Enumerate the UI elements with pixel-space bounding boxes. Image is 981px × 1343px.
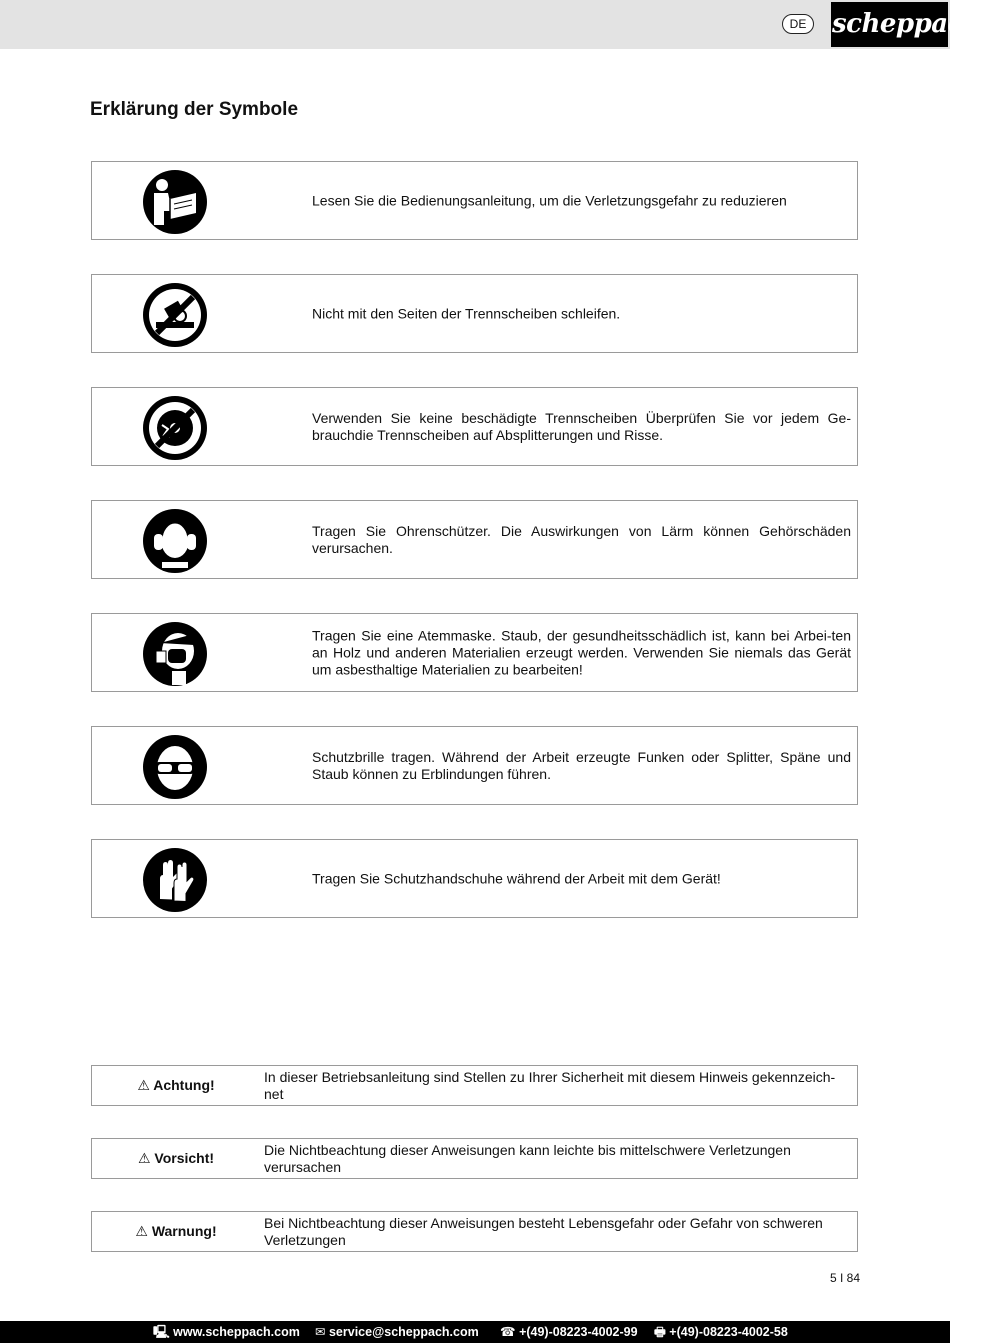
notice-row-achtung	[91, 1065, 858, 1106]
symbol-description: Tragen Sie eine Atemmaske. Staub, der gesundheitsschädlich ist, kann bei Arbei-ten an Holz und anderen Materialien erzeugt werden. Verwenden Sie niemals das Gerät um asbesthaltige Materialien zu bearbeiten!	[312, 627, 851, 677]
symbol-row-no-damaged-disc	[91, 387, 858, 466]
footer-website[interactable]: 🖳 www.scheppach.com	[153, 1325, 300, 1339]
language-badge: DE	[782, 14, 814, 34]
notice-label: ⚠ Vorsicht!	[137, 1150, 215, 1166]
symbol-row-read-manual	[91, 161, 858, 240]
ear-protection-icon	[142, 508, 208, 574]
fax-icon: 🖶	[654, 1325, 666, 1339]
protective-gloves-icon	[142, 847, 208, 913]
notice-text: Bei Nichtbeachtung dieser Anweisungen besteht Lebensgefahr oder Gefahr von schweren Verletzungen	[264, 1215, 823, 1248]
page-title: Erklärung der Symbole	[90, 99, 299, 120]
phone-icon: ☎	[500, 1325, 516, 1339]
footer-email[interactable]: ✉ service@scheppach.com	[315, 1325, 479, 1339]
notice-label: ⚠ Achtung!	[137, 1077, 215, 1093]
symbol-description: Tragen Sie Ohrenschützer. Die Auswirkungen von Lärm können Gehörschäden verursachen.	[312, 522, 851, 556]
notice-text: In dieser Betriebsanleitung sind Stellen zu Ihrer Sicherheit mit diesem Hinweis gekennzeich-net	[264, 1069, 836, 1102]
no-damaged-disc-icon	[142, 395, 208, 461]
notice-row-warnung	[91, 1211, 858, 1252]
read-manual-icon	[142, 169, 208, 235]
notice-label: ⚠ Warnung!	[135, 1223, 217, 1239]
symbol-row-respirator-mask	[91, 613, 858, 692]
respirator-mask-icon	[142, 621, 208, 687]
footer-fax: 🖶 +(49)-08223-4002-58	[654, 1325, 788, 1339]
symbol-row-no-side-grinding	[91, 274, 858, 353]
symbol-row-ear-protection	[91, 500, 858, 579]
symbol-description: Tragen Sie Schutzhandschuhe während der Arbeit mit dem Gerät!	[312, 870, 721, 886]
safety-goggles-icon	[142, 734, 208, 800]
symbol-description: Nicht mit den Seiten der Trennscheiben schleifen.	[312, 305, 621, 321]
brand-logo: scheppach	[831, 2, 948, 47]
notice-row-vorsicht	[91, 1138, 858, 1179]
footer-bar	[0, 1321, 950, 1343]
symbol-description: Verwenden Sie keine beschädigte Trennscheiben Überprüfen Sie vor jedem Ge-brauchdie Trennscheiben auf Absplitterungen und Risse.	[312, 409, 851, 443]
footer-phone: ☎ +(49)-08223-4002-99	[500, 1325, 638, 1339]
computer-icon: 🖳	[153, 1325, 170, 1339]
symbol-description: Lesen Sie die Bedienungsanleitung, um die Verletzungsgefahr zu reduzieren	[312, 192, 787, 208]
symbol-row-protective-gloves	[91, 839, 858, 918]
notice-text: Die Nichtbeachtung dieser Anweisungen kann leichte bis mittelschwere Verletzungen verursachen	[264, 1142, 791, 1175]
envelope-icon: ✉	[315, 1325, 326, 1339]
page-number: 5 I 84	[830, 1271, 861, 1285]
symbol-description: Schutzbrille tragen. Während der Arbeit erzeugte Funken oder Splitter, Späne und Staub können zu Erblindungen führen.	[312, 748, 851, 782]
symbol-row-safety-goggles	[91, 726, 858, 805]
no-side-grinding-icon	[142, 282, 208, 348]
